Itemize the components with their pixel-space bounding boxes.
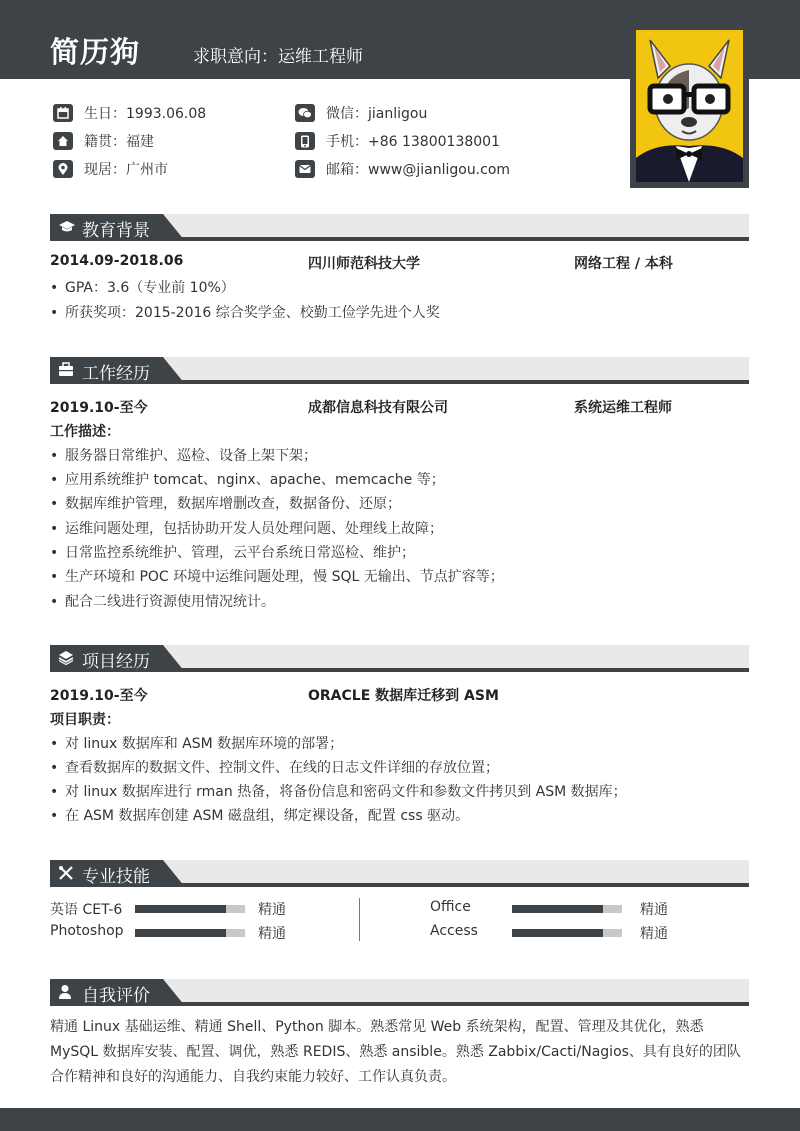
wechat-icon: [295, 104, 315, 122]
list-item: • 数据库维护管理，数据库增删改查，数据备份、还原；: [50, 493, 401, 513]
tools-icon: [58, 865, 74, 881]
email-text: 邮箱：www@jianligou.com: [326, 162, 511, 178]
list-item: • 在 ASM 数据库创建 ASM 磁盘组，绑定裸设备，配置 css 驱动。: [50, 805, 469, 825]
list-item: • 生产环境和 POC 环境中运维问题处理，慢 SQL 无输出、节点扩容等；: [50, 566, 504, 586]
home-icon: [53, 132, 73, 150]
skill-progress-bar: [135, 905, 245, 913]
self-section-header: [50, 979, 749, 1007]
education-date: 2014.09-2018.06: [50, 253, 184, 269]
phone-text: 手机：+86 13800138001: [326, 134, 500, 150]
skill-progress-bar: [512, 905, 622, 913]
skills-section-header: [50, 860, 749, 888]
list-item: • 服务器日常维护、巡检、设备上架下架；: [50, 445, 317, 465]
info-phone: [295, 131, 500, 151]
location-text: 现居：广州市: [84, 162, 168, 178]
project-duty-label: 项目职责：: [50, 712, 120, 728]
list-item: • 所获奖项：2015-2016 综合奖学金、校勤工俭学先进个人奖: [50, 302, 440, 322]
skill-progress-bar: [135, 929, 245, 937]
skill-name: Access: [430, 923, 478, 939]
list-item: • GPA：3.6（专业前 10%）: [50, 277, 235, 297]
work-role: 系统运维工程师: [574, 400, 672, 416]
project-name: ORACLE 数据库迁移到 ASM: [308, 688, 499, 704]
mail-icon: [295, 160, 315, 178]
footer-bar: [0, 1108, 800, 1131]
skills-title: 专业技能: [82, 867, 150, 887]
info-email: [295, 159, 510, 179]
profile-photo: [630, 24, 749, 188]
list-item: • 查看数据库的数据文件、控制文件、在线的日志文件详细的存放位置；: [50, 757, 499, 777]
hometown-text: 籍贯：福建: [84, 134, 154, 150]
education-title: 教育背景: [82, 221, 150, 241]
skill-level: 精通: [258, 926, 286, 942]
list-item: • 运维问题处理，包括协助开发人员处理问题、处理线上故障；: [50, 518, 443, 538]
info-hometown: [53, 131, 154, 151]
skill-name: Photoshop: [50, 923, 124, 939]
location-icon: [53, 160, 73, 178]
education-section-header: [50, 214, 749, 242]
list-item: • 日常监控系统维护、管理，云平台系统日常巡检、维护；: [50, 542, 415, 562]
wechat-text: 微信：jianligou: [326, 106, 428, 122]
skill-level: 精通: [640, 926, 668, 942]
skill-progress-bar: [512, 929, 622, 937]
job-intent: 求职意向：运维工程师: [193, 47, 363, 67]
education-school: 四川师范科技大学: [308, 256, 420, 272]
project-section-header: [50, 645, 749, 673]
self-title: 自我评价: [82, 986, 150, 1006]
list-item: • 对 linux 数据库进行 rman 热备，将备份信息和密码文件和参数文件拷贝到 ASM 数据库；: [50, 781, 627, 801]
birthday-text: 生日：1993.06.08: [84, 106, 207, 122]
layers-icon: [58, 650, 74, 665]
work-desc-label: 工作描述：: [50, 424, 120, 440]
list-item: • 应用系统维护 tomcat、nginx、apache、memcache 等；: [50, 469, 445, 489]
self-evaluation-text: 精通 Linux 基础运维、精通 Shell、Python 脚本。熟悉常见 Web 系统架构，配置、管理及其优化，熟悉 MySQL 数据库安装、配置、调优，熟悉 REDIS、熟悉 ansible。熟悉 Zabbix/Cacti/Nagios、具有良好的团队合作精神和良好的沟通能力、自我约束能力较好、工作认真负责。: [50, 1019, 741, 1085]
work-date: 2019.10-至今: [50, 400, 148, 416]
list-item: • 对 linux 数据库和 ASM 数据库环境的部署；: [50, 733, 343, 753]
user-icon: [58, 984, 72, 1000]
work-title: 工作经历: [82, 364, 150, 384]
project-date: 2019.10-至今: [50, 688, 148, 704]
list-item: • 配合二线进行资源使用情况统计。: [50, 591, 275, 611]
dog-portrait-image: [636, 30, 743, 182]
skill-name: 英语 CET-6: [50, 902, 123, 918]
skill-level: 精通: [258, 902, 286, 918]
info-location: [53, 159, 168, 179]
info-birthday: [53, 103, 206, 123]
skill-level: 精通: [640, 902, 668, 918]
work-section-header: [50, 357, 749, 385]
skills-divider: [359, 898, 360, 941]
work-company: 成都信息科技有限公司: [308, 400, 448, 416]
graduation-cap-icon: [58, 219, 76, 235]
info-wechat: [295, 103, 427, 123]
calendar-icon: [53, 104, 73, 122]
skill-name: Office: [430, 899, 471, 915]
education-major: 网络工程 / 本科: [574, 256, 673, 272]
project-title: 项目经历: [82, 652, 150, 672]
phone-icon: [295, 132, 315, 150]
briefcase-icon: [58, 362, 74, 377]
candidate-name: 简历狗: [50, 35, 141, 69]
